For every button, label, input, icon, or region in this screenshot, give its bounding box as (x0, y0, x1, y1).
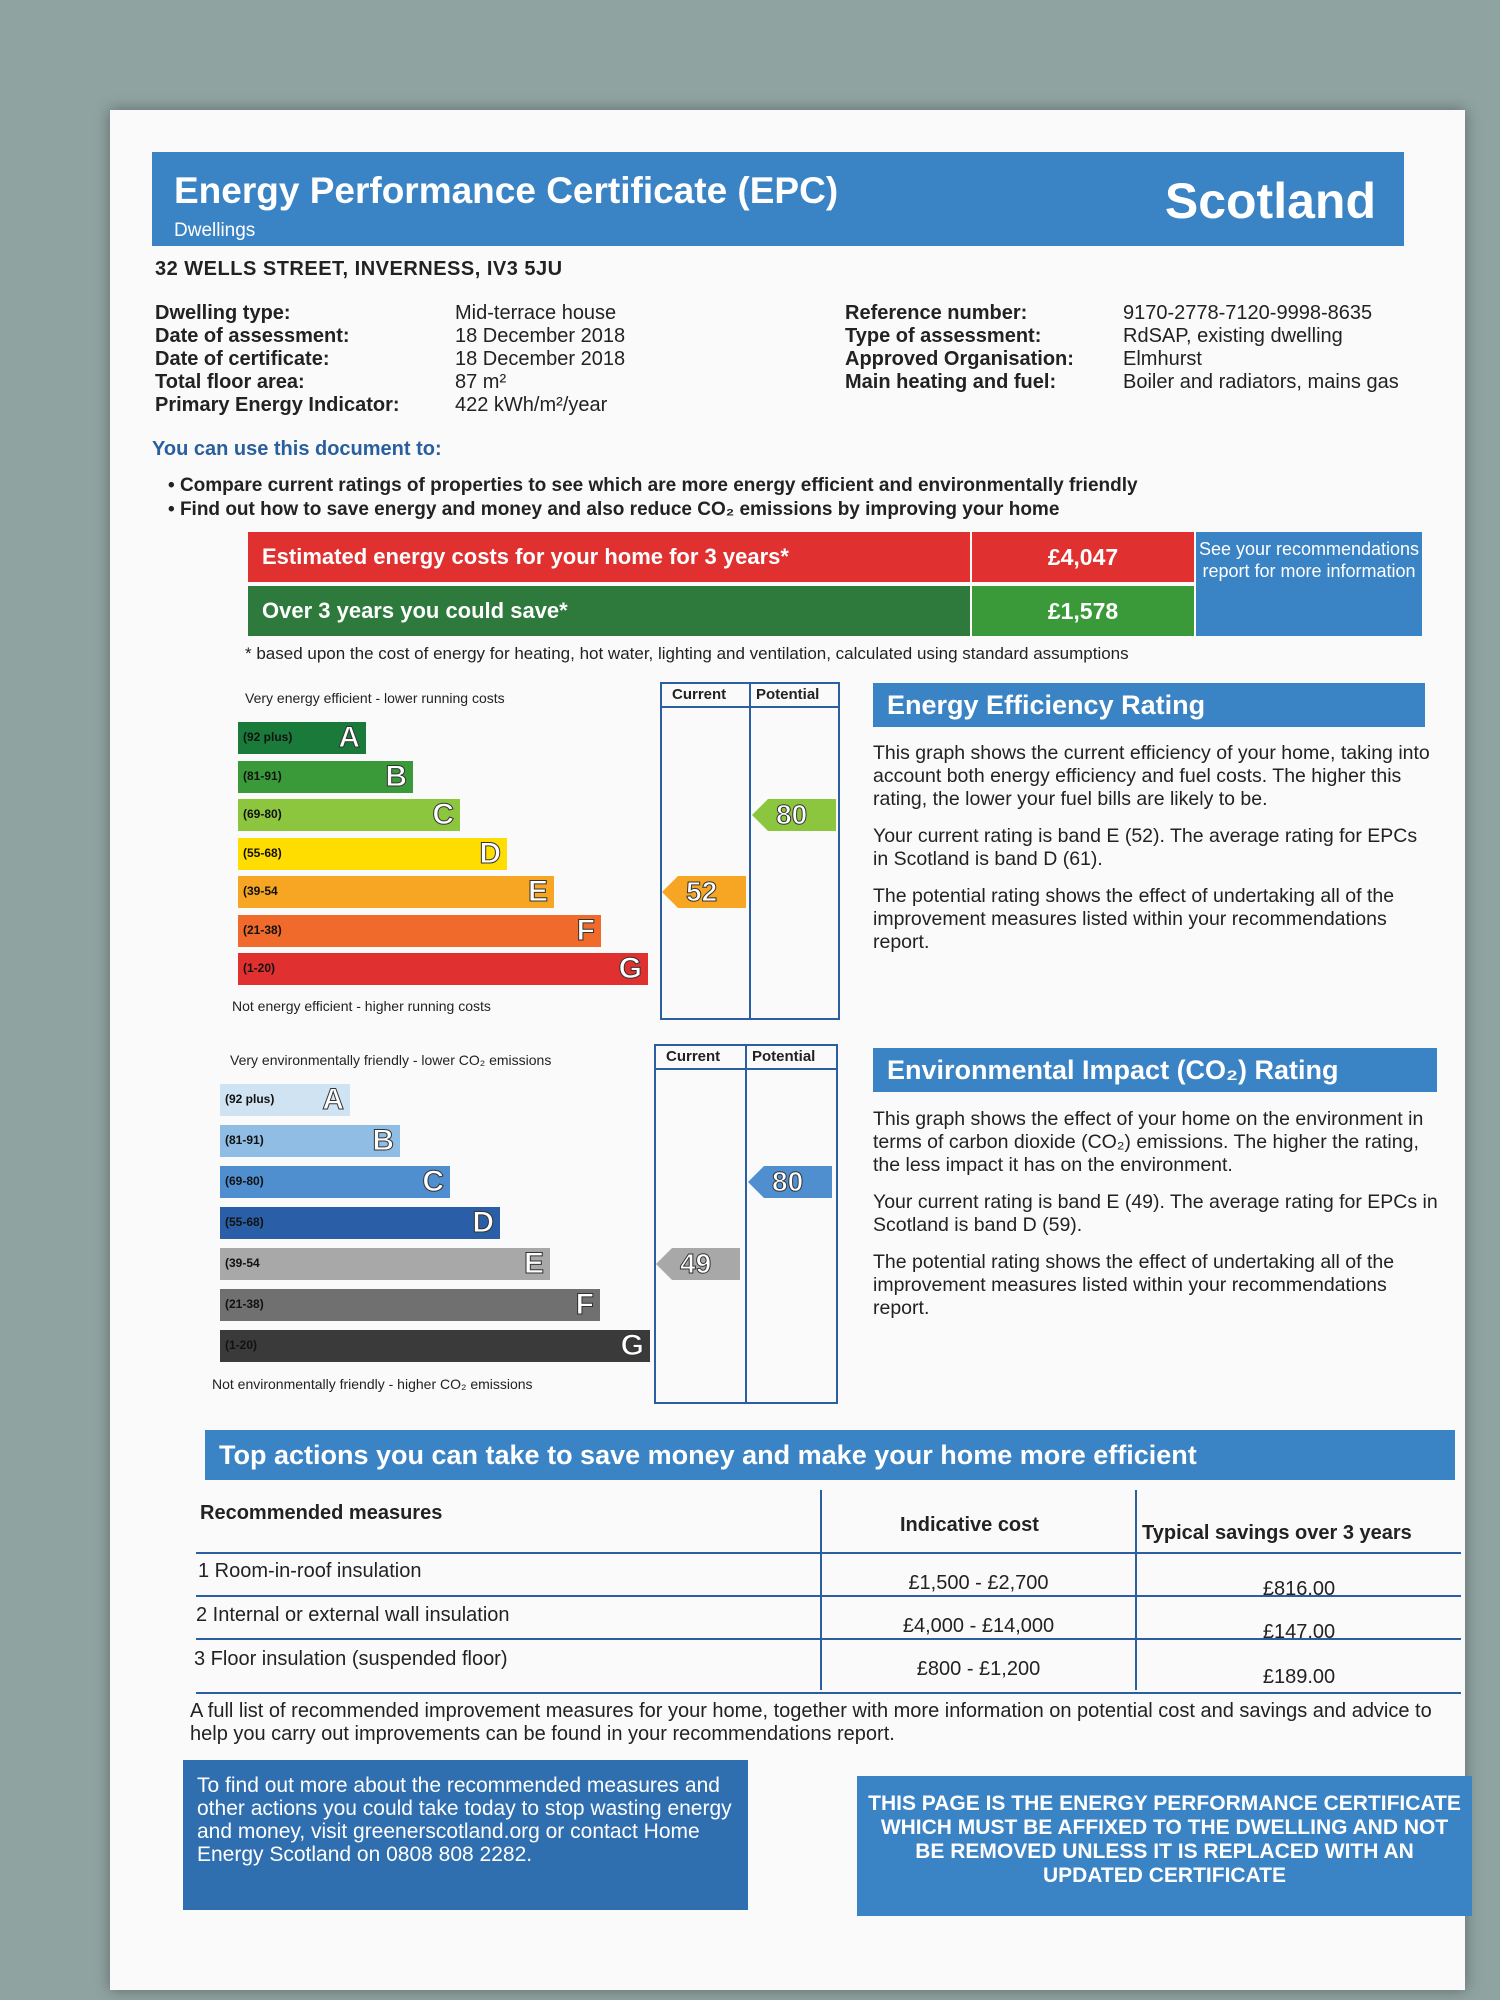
find-out-more-box: To find out more about the recommended measures and other actions you could take today to stop wasting energy and money, visit greenerscotland.org or contact Home Energy Scotland on 0808 808 2282. (183, 1760, 748, 1910)
measure-2: 2 Internal or external wall insulation (196, 1604, 510, 1626)
band-letter: E (523, 1247, 544, 1280)
band-letter: D (472, 1206, 494, 1239)
details-right (845, 302, 1425, 394)
certificate-title: Energy Performance Certificate (EPC) (174, 170, 839, 211)
band-range: (81-91) (243, 768, 282, 783)
band-letter: G (618, 952, 642, 985)
band-letter: E (527, 875, 548, 908)
band-range: (55-68) (243, 845, 282, 860)
eir-paragraph: The potential rating shows the effect of undertaking all of the improvement measures listed within your recommendations report. (873, 1251, 1395, 1319)
detail-value: 18 December 2018 (455, 348, 626, 370)
band-range: (92 plus) (243, 730, 293, 744)
estimated-costs-value: £4,047 (972, 532, 1194, 582)
col-savings-header: Typical savings over 3 years (1142, 1522, 1412, 1544)
detail-label: Approved Organisation: (845, 348, 1074, 370)
detail-row (155, 348, 715, 371)
energy-header-rule (660, 706, 840, 708)
energy-current-arrow (662, 876, 746, 908)
detail-label: Total floor area: (155, 371, 305, 393)
bullet-item: • Compare current ratings of properties to see which are more energy efficient and environmentally friendly (168, 475, 1138, 496)
band-range: (92 plus) (225, 1092, 275, 1106)
detail-value: 87 m² (455, 371, 507, 393)
measure-1: 1 Room-in-roof insulation (198, 1560, 422, 1582)
band-letter: B (372, 1124, 394, 1157)
energy-potential-arrow-value: 80 (776, 799, 808, 830)
env-band-a (220, 1084, 350, 1116)
region-label: Scotland (1164, 173, 1376, 229)
band-range: (55-68) (225, 1215, 264, 1229)
energy-band-b (238, 761, 413, 793)
env-band-d (220, 1207, 500, 1239)
detail-label: Type of assessment: (845, 325, 1042, 347)
saving-2: £147.00 (1262, 1621, 1336, 1643)
use-bullets (168, 474, 1418, 522)
env-top-label: Very environmentally friendly - lower CO₂ emissions (230, 1052, 552, 1068)
detail-row (155, 302, 715, 325)
detail-label: Main heating and fuel: (845, 371, 1057, 393)
certificate-subtitle: Dwellings (174, 220, 256, 241)
epc-header (152, 152, 1404, 246)
eir-paragraph: This graph shows the effect of your home on the environment in terms of carbon dioxide (CO₂) emissions. The higher the rating, the less impact it has on the environment. (873, 1108, 1424, 1176)
full-list-note: A full list of recommended improvement measures for your home, together with more information on potential cost and savings and advice to help you carry out improvements can be found in your recommendations report. (190, 1700, 1432, 1745)
detail-row (155, 394, 715, 417)
env-band-e (220, 1248, 550, 1280)
cost-footnote: * based upon the cost of energy for heating, hot water, lighting and ventilation, calculated using standard assumptions (245, 644, 1129, 663)
eer-text (873, 742, 1433, 954)
cost-2: £4,000 - £14,000 (902, 1615, 1055, 1637)
band-letter: C (422, 1165, 444, 1198)
band-letter: G (620, 1329, 644, 1362)
detail-label: Primary Energy Indicator: (155, 394, 400, 416)
estimated-costs-label: Estimated energy costs for your home for 3 years* (248, 532, 970, 582)
detail-value: Elmhurst (1123, 348, 1202, 370)
eir-title: Environmental Impact (CO₂) Rating (873, 1048, 1437, 1092)
energy-band-e (238, 876, 554, 908)
could-save-label: Over 3 years you could save* (248, 586, 970, 636)
detail-label: Reference number: (845, 302, 1028, 324)
energy-current-header: Current (672, 686, 727, 703)
detail-value: RdSAP, existing dwelling (1123, 325, 1343, 347)
band-range: (21-38) (225, 1297, 264, 1311)
band-range: (39-54 (243, 884, 278, 898)
eer-paragraph: This graph shows the current efficiency of your home, taking into account both energy efficiency and fuel costs. The higher this rating, the lower your fuel bills are likely to be. (873, 742, 1430, 810)
see-recommendations-box: See your recommendations report for more information (1196, 532, 1422, 636)
detail-value: 9170-2778-7120-9998-8635 (1123, 302, 1373, 324)
env-column-divider (745, 1044, 747, 1404)
env-potential-arrow-value: 80 (772, 1166, 804, 1197)
env-band-g (220, 1330, 650, 1362)
table-rule (196, 1552, 1461, 1554)
property-address: 32 WELLS STREET, INVERNESS, IV3 5JU (155, 258, 563, 280)
band-range: (1-20) (225, 1338, 258, 1352)
detail-row (845, 371, 1425, 394)
energy-potential-arrow (752, 799, 836, 831)
saving-1: £816.00 (1262, 1578, 1336, 1600)
detail-row (155, 371, 715, 394)
band-range: (39-54 (225, 1256, 260, 1270)
band-letter: F (575, 1288, 594, 1321)
energy-potential-header: Potential (756, 686, 820, 703)
band-range: (1-20) (243, 961, 276, 975)
detail-value: 18 December 2018 (455, 325, 626, 347)
eer-title: Energy Efficiency Rating (873, 683, 1425, 727)
cost-3: £800 - £1,200 (916, 1658, 1041, 1680)
env-band-f (220, 1289, 600, 1321)
energy-column-divider (749, 682, 751, 1020)
could-save-value: £1,578 (972, 586, 1194, 636)
eer-paragraph: Your current rating is band E (52). The average rating for EPCs in Scotland is band D (61). (873, 825, 1418, 870)
affix-notice-box: THIS PAGE IS THE ENERGY PERFORMANCE CERTIFICATE WHICH MUST BE AFFIXED TO THE DWELLING AND NOT BE REMOVED UNLESS IT IS REPLACED WITH AN UPDATED CERTIFICATE (857, 1776, 1472, 1916)
detail-row (845, 348, 1425, 371)
band-range: (69-80) (243, 807, 282, 821)
detail-row (845, 302, 1425, 325)
bullet-text: Compare current ratings of properties to see which are more energy efficient and environmentally friendly (179, 475, 1138, 496)
use-heading: You can use this document to: (152, 438, 442, 460)
detail-label: Dwelling type: (155, 302, 291, 324)
detail-value: 422 kWh/m²/year (455, 394, 608, 416)
top-actions-title: Top actions you can take to save money and make your home more efficient (205, 1430, 1455, 1480)
table-rule (196, 1692, 1461, 1694)
detail-label: Date of assessment: (155, 325, 350, 347)
env-potential-header: Potential (752, 1048, 816, 1065)
env-potential-arrow (748, 1166, 832, 1198)
bullet-item: • Find out how to save energy and money and also reduce CO₂ emissions by improving your home (168, 499, 1060, 520)
band-range: (69-80) (225, 1174, 264, 1188)
detail-label: Date of certificate: (155, 348, 330, 370)
cost-1: £1,500 - £2,700 (908, 1572, 1049, 1594)
band-letter: D (479, 836, 501, 870)
energy-band-f (238, 915, 601, 947)
detail-row (845, 325, 1425, 348)
energy-band-g (238, 953, 648, 985)
band-letter: B (385, 759, 407, 793)
details-left (155, 302, 715, 417)
detail-value: Mid-terrace house (455, 302, 617, 324)
energy-band-c (238, 799, 460, 831)
env-band-b (220, 1125, 400, 1157)
detail-row (155, 325, 715, 348)
col-cost-header: Indicative cost (900, 1514, 1039, 1536)
band-range: (21-38) (243, 922, 282, 937)
energy-bottom-label: Not energy efficient - higher running costs (232, 998, 491, 1014)
energy-band-a (238, 722, 366, 754)
band-letter: A (322, 1083, 344, 1116)
saving-3: £189.00 (1262, 1666, 1336, 1688)
detail-value: Boiler and radiators, mains gas (1123, 371, 1399, 393)
band-letter: A (338, 721, 360, 754)
band-letter: C (432, 798, 454, 831)
col-measures-header: Recommended measures (200, 1502, 443, 1524)
eir-paragraph: Your current rating is band E (49). The average rating for EPCs in Scotland is band D (59). (873, 1191, 1438, 1236)
energy-band-d (238, 838, 507, 870)
energy-current-arrow-value: 52 (686, 876, 718, 907)
energy-top-label: Very energy efficient - lower running costs (245, 690, 505, 706)
env-current-arrow-value: 49 (680, 1248, 712, 1279)
bullet-text: Find out how to save energy and money and also reduce CO₂ emissions by improving your home (179, 499, 1060, 520)
measure-3: 3 Floor insulation (suspended floor) (194, 1648, 508, 1670)
band-range: (81-91) (225, 1133, 264, 1147)
env-current-arrow (656, 1248, 740, 1280)
env-header-rule (654, 1068, 838, 1070)
eir-text (873, 1108, 1441, 1320)
env-bottom-label: Not environmentally friendly - higher CO₂ emissions (212, 1376, 533, 1392)
eer-paragraph: The potential rating shows the effect of undertaking all of the improvement measures listed within your recommendations report. (873, 885, 1395, 953)
env-band-c (220, 1166, 450, 1198)
band-letter: F (576, 913, 595, 947)
env-current-header: Current (666, 1048, 721, 1065)
